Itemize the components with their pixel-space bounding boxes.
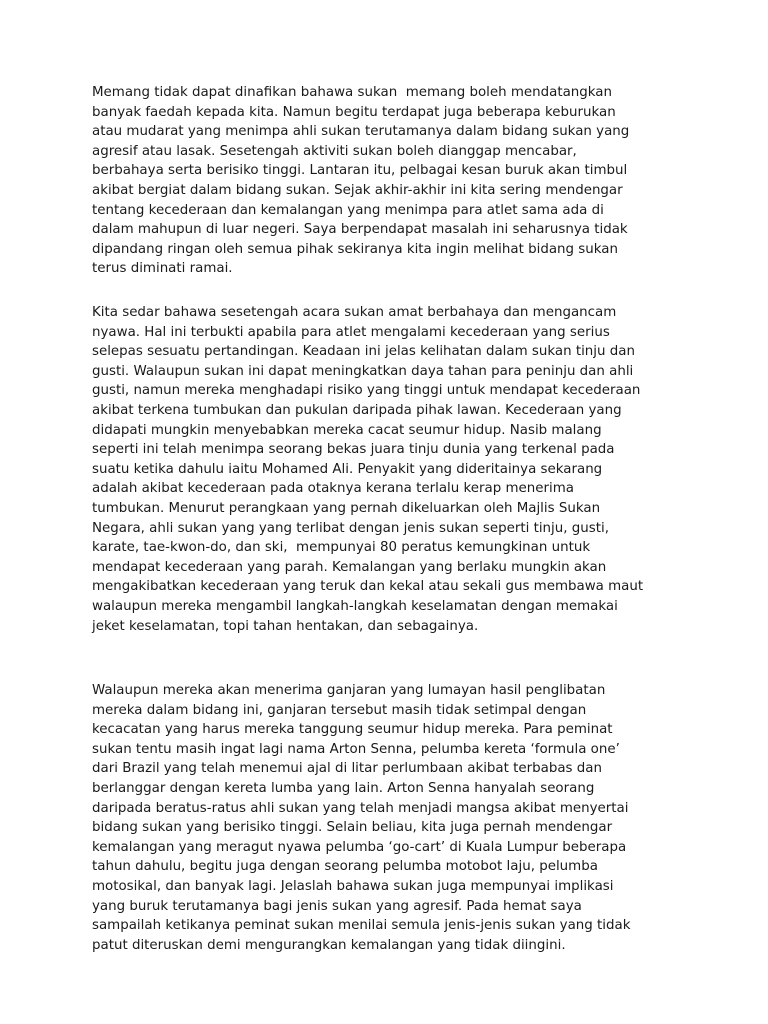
paragraph-2: Kita sedar bahawa sesetengah acara sukan amat berbahaya dan mengancam nyawa. Hal ini terbukti apabila para atlet mengalami kecederaan yang serius selepas sesuatu pertandingan. Keadaan ini jelas kelihatan dalam sukan tinju dan gusti. Walaupun sukan ini dapat meningkatkan daya tahan para peninju dan ahli gusti, namun mereka menghadapi risiko yang tinggi untuk mendapat kecederaan akibat terkena tumbukan dan pukulan daripada pihak lawan. Kecederaan yang didapati mungkin menyebabkan mereka cacat seumur hidup. Nasib malang seperti ini telah menimpa seorang bekas juara tinju dunia yang terkenal pada suatu ketika dahulu iaitu Mohamed Ali. Penyakit yang dideritainya sekarang adalah akibat kecederaan pada otaknya kerana terlalu kerap menerima tumbukan. Menurut perangkaan yang pernah dikeluarkan oleh Majlis Sukan Negara, ahli sukan yang yang terlibat dengan jenis sukan seperti tinju, gusti, karate, tae-kwon-do, dan ski, mempunyai 80 peratus kemungkinan untuk mendapat kecederaan yang parah. Kemalangan yang berlaku mungkin akan mengakibatkan kecederaan yang teruk dan kekal atau sekali gus membawa maut walaupun mereka mengambil langkah-langkah keselamatan dengan memakai jeket keselamatan, topi tahan hentakan, dan sebagainya. [92, 305, 644, 634]
paragraph-1: Memang tidak dapat dinafikan bahawa sukan memang boleh mendatangkan banyak faedah kepada kita. Namun begitu terdapat juga beberapa keburukan atau mudarat yang menimpa ahli sukan terutamanya dalam bidang sukan yang agresif atau lasak. Sesetengah aktiviti sukan boleh dianggap mencabar, berbahaya serta berisiko tinggi. Lantaran itu, pelbagai kesan buruk akan timbul akibat bergiat dalam bidang sukan. Sejak akhir-akhir ini kita sering mendengar tentang kecederaan dan kemalangan yang menimpa para atlet sama ada di dalam mahupun di luar negeri. Saya berpendapat masalah ini seharusnya tidak dipandang ringan oleh semua pihak sekiranya kita ingin melihat bidang sukan terus diminati ramai. [92, 85, 630, 277]
paragraph-3: Walaupun mereka akan menerima ganjaran yang lumayan hasil penglibatan mereka dalam bidang ini, ganjaran tersebut masih tidak setimpal dengan kecacatan yang harus mereka tanggung seumur hidup mereka. Para peminat sukan tentu masih ingat lagi nama Arton Senna, pelumba kereta ‘formula one’ dari Brazil yang telah menemui ajal di litar perlumbaan akibat terbabas dan berlanggar dengan kereta lumba yang lain. Arton Senna hanyalah seorang daripada beratus-ratus ahli sukan yang telah menjadi mangsa akibat menyertai bidang sukan yang berisiko tinggi. Selain beliau, kita juga pernah mendengar kemalangan yang meragut nyawa pelumba ‘go-cart’ di Kuala Lumpur beberapa tahun dahulu, begitu juga dengan seorang pelumba motobot laju, pelumba motosikal, dan banyak lagi. Jelaslah bahawa sukan juga mempunyai implikasi yang buruk terutamanya bagi jenis sukan yang agresif. Pada hemat saya sampailah ketikanya peminat sukan menilai semula jenis-jenis sukan yang tidak patut diteruskan demi mengurangkan kemalangan yang tidak diingini. [92, 683, 631, 953]
